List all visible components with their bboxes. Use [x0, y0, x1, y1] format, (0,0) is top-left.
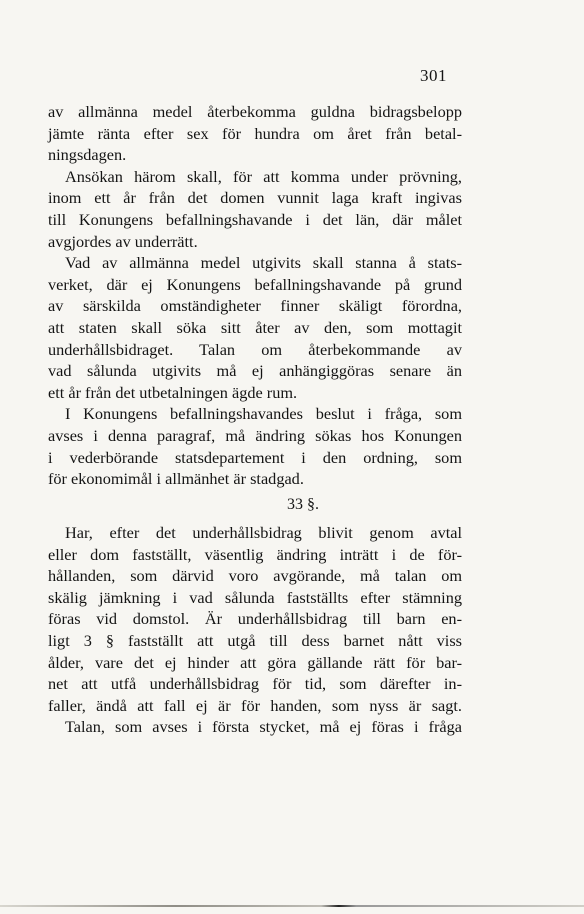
text-line: att staten skall söka sitt åter av den, som mottagit: [48, 317, 462, 337]
text-line: vad sålunda utgivits må ej anhängiggöras senare än: [48, 361, 462, 381]
text-line: Ansökan härom skall, för att komma under prövning,: [65, 166, 462, 186]
text-line: föras vid domstol. Är underhållsbidrag till barn en-: [48, 609, 462, 629]
text-line: avses i denna paragraf, må ändring sökas hos Konungen: [48, 425, 462, 445]
text-line: ligt 3 § fastställt att utgå till dess barnet nått viss: [48, 630, 462, 650]
page-number: 301: [420, 66, 447, 85]
text-line: net att utfå underhållsbidrag för tid, som därefter in-: [48, 674, 462, 694]
text-line: av särskilda omständigheter finner skäligt förordna,: [48, 296, 462, 316]
text-line: till Konungens befallningshavande i det län, där målet: [48, 209, 462, 229]
text-line: för ekonomimål i allmänhet är stadgad.: [48, 469, 304, 489]
text-line: faller, ändå att fall ej är för handen, som nyss är sagt.: [48, 695, 462, 715]
text-line: Vad av allmänna medel utgivits skall stanna å stats-: [65, 253, 462, 273]
text-line: Har, efter det underhållsbidrag blivit genom avtal: [65, 523, 462, 542]
paragraphs-section-32: [48, 101, 462, 490]
text-line: av allmänna medel återbekomma guldna bidragsbelopp: [48, 102, 462, 121]
text-line: avgjordes av underrätt.: [48, 231, 198, 251]
section-heading: 33 §.: [287, 496, 319, 513]
text-line: hållanden, som därvid voro avgörande, må talan om: [48, 566, 462, 586]
page-edge-rule: [0, 905, 584, 907]
text-line: ningsdagen.: [48, 145, 127, 165]
text-line: verket, där ej Konungens befallningshavande på grund: [48, 274, 462, 294]
text-line: jämte ränta efter sex för hundra om året från betal-: [48, 123, 462, 143]
text-line: eller dom fastställt, väsentlig ändring inträtt i de för-: [48, 544, 462, 564]
text-line: Talan, som avses i första stycket, må ej föras i fråga: [65, 717, 462, 737]
text-line: underhållsbidraget. Talan om återbekommande av: [48, 339, 462, 359]
text-line: ålder, vare det ej hinder att göra gällande rätt för bar-: [48, 652, 462, 672]
text-line: ett år från det utbetalningen ägde rum.: [48, 382, 298, 402]
text-line: i vederbörande statsdepartement i den ordning, som: [48, 447, 462, 467]
text-line: skälig jämkning i vad sålunda fastställts efter stämning: [48, 587, 462, 607]
paragraphs-section-33: [48, 522, 462, 738]
text-line: I Konungens befallningshavandes beslut i fråga, som: [65, 404, 462, 424]
text-line: inom ett år från det domen vunnit laga kraft ingivas: [48, 188, 462, 208]
